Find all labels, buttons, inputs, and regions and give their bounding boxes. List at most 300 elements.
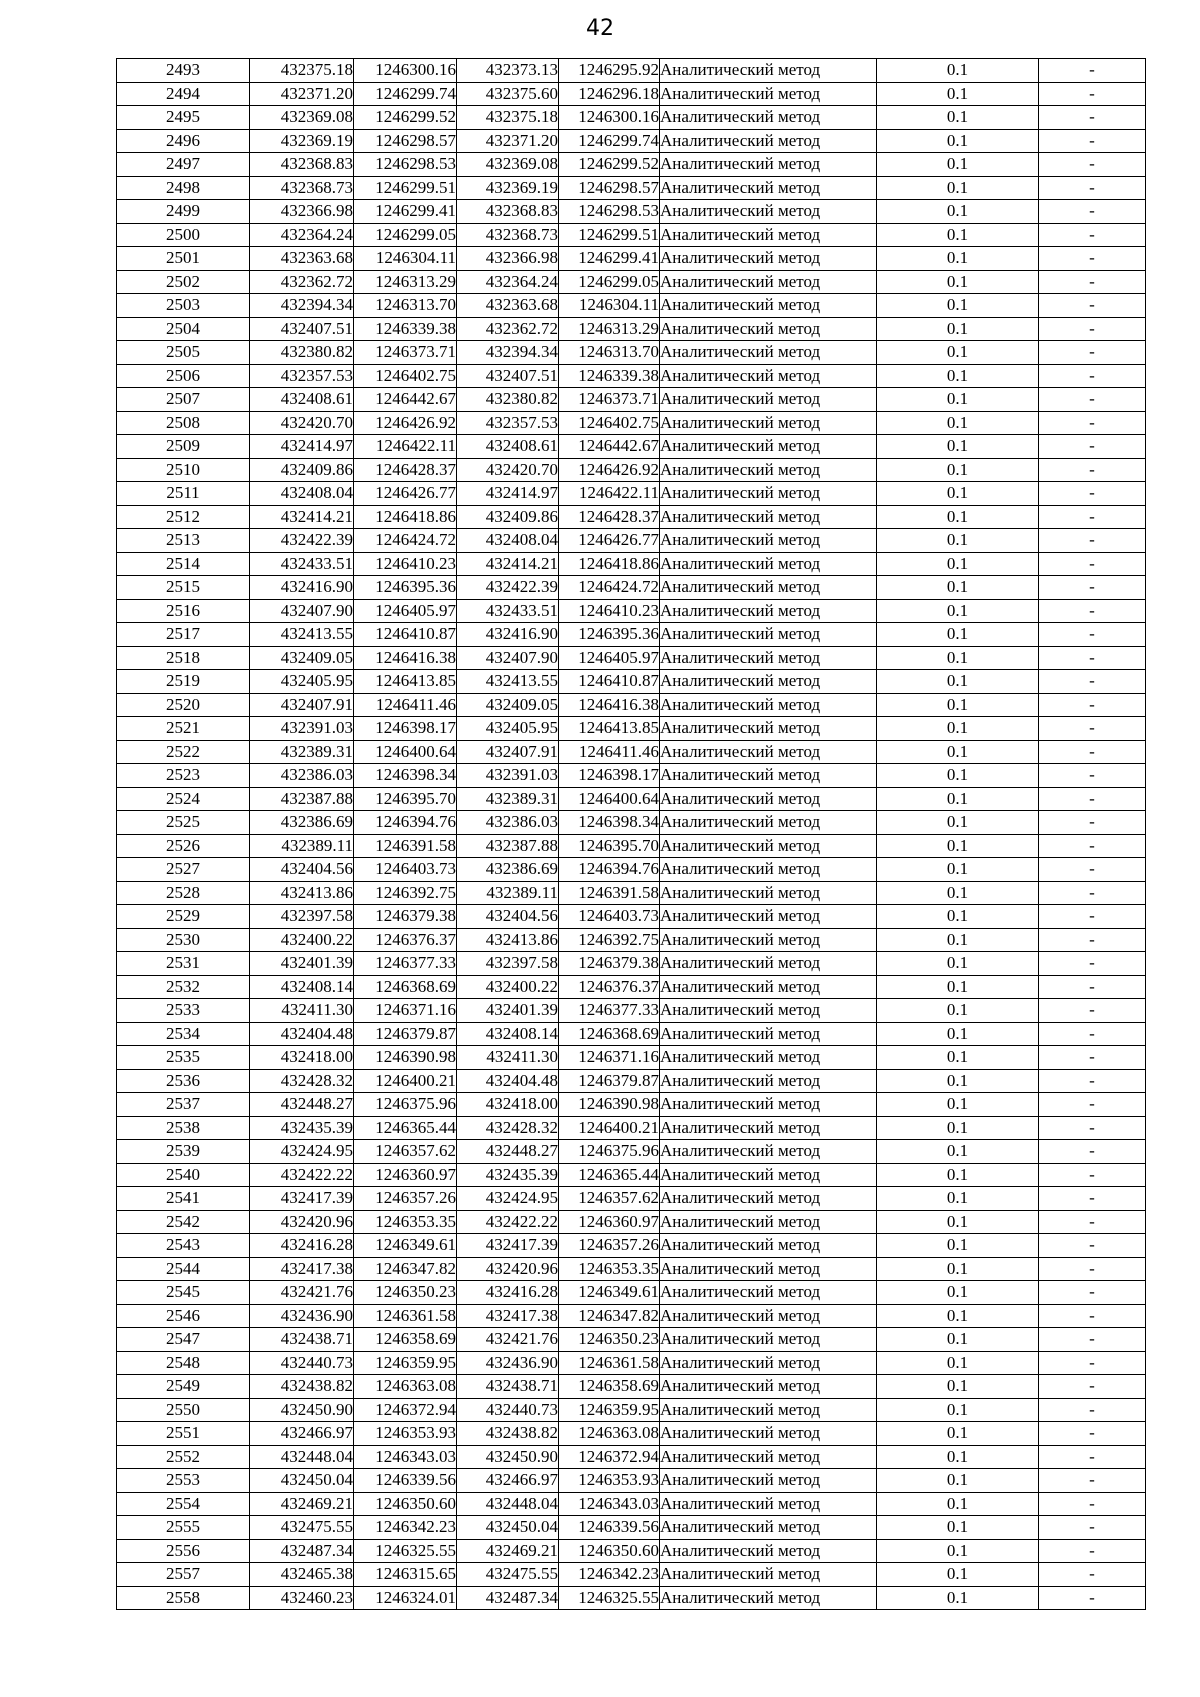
x-coordinate-cell: 432475.55 [250, 1516, 354, 1540]
table-row [117, 599, 1146, 623]
prev-y-coordinate-cell: 1246390.98 [559, 1093, 660, 1117]
note-cell: - [1039, 928, 1146, 952]
note-cell: - [1039, 82, 1146, 106]
point-number-cell: 2517 [117, 623, 250, 647]
accuracy-cell: 0.1 [877, 952, 1039, 976]
y-coordinate-cell: 1246353.35 [354, 1210, 457, 1234]
point-number-cell: 2505 [117, 341, 250, 365]
note-cell: - [1039, 975, 1146, 999]
point-number-cell: 2532 [117, 975, 250, 999]
prev-x-coordinate-cell: 432438.82 [457, 1422, 559, 1446]
point-number-cell: 2553 [117, 1469, 250, 1493]
y-coordinate-cell: 1246304.11 [354, 247, 457, 271]
y-coordinate-cell: 1246313.70 [354, 294, 457, 318]
point-number-cell: 2519 [117, 670, 250, 694]
point-number-cell: 2548 [117, 1351, 250, 1375]
accuracy-cell: 0.1 [877, 482, 1039, 506]
point-number-cell: 2518 [117, 646, 250, 670]
method-cell: Аналитический метод [660, 552, 877, 576]
y-coordinate-cell: 1246400.21 [354, 1069, 457, 1093]
table-row [117, 1257, 1146, 1281]
accuracy-cell: 0.1 [877, 1492, 1039, 1516]
accuracy-cell: 0.1 [877, 576, 1039, 600]
note-cell: - [1039, 1398, 1146, 1422]
x-coordinate-cell: 432400.22 [250, 928, 354, 952]
note-cell: - [1039, 1563, 1146, 1587]
accuracy-cell: 0.1 [877, 1257, 1039, 1281]
note-cell: - [1039, 294, 1146, 318]
point-number-cell: 2502 [117, 270, 250, 294]
point-number-cell: 2520 [117, 693, 250, 717]
y-coordinate-cell: 1246392.75 [354, 881, 457, 905]
y-coordinate-cell: 1246410.23 [354, 552, 457, 576]
prev-y-coordinate-cell: 1246398.34 [559, 811, 660, 835]
accuracy-cell: 0.1 [877, 764, 1039, 788]
y-coordinate-cell: 1246426.92 [354, 411, 457, 435]
table-row [117, 740, 1146, 764]
x-coordinate-cell: 432417.38 [250, 1257, 354, 1281]
y-coordinate-cell: 1246350.23 [354, 1281, 457, 1305]
prev-y-coordinate-cell: 1246398.17 [559, 764, 660, 788]
prev-y-coordinate-cell: 1246413.85 [559, 717, 660, 741]
table-row [117, 1069, 1146, 1093]
method-cell: Аналитический метод [660, 505, 877, 529]
table-row [117, 858, 1146, 882]
note-cell: - [1039, 623, 1146, 647]
prev-x-coordinate-cell: 432408.14 [457, 1022, 559, 1046]
table-body [117, 59, 1146, 1610]
x-coordinate-cell: 432450.04 [250, 1469, 354, 1493]
method-cell: Аналитический метод [660, 623, 877, 647]
x-coordinate-cell: 432418.00 [250, 1046, 354, 1070]
prev-y-coordinate-cell: 1246377.33 [559, 999, 660, 1023]
table-row [117, 1046, 1146, 1070]
x-coordinate-cell: 432448.04 [250, 1445, 354, 1469]
x-coordinate-cell: 432366.98 [250, 200, 354, 224]
accuracy-cell: 0.1 [877, 1187, 1039, 1211]
x-coordinate-cell: 432428.32 [250, 1069, 354, 1093]
prev-x-coordinate-cell: 432407.90 [457, 646, 559, 670]
y-coordinate-cell: 1246395.70 [354, 787, 457, 811]
prev-y-coordinate-cell: 1246371.16 [559, 1046, 660, 1070]
method-cell: Аналитический метод [660, 388, 877, 412]
method-cell: Аналитический метод [660, 1187, 877, 1211]
note-cell: - [1039, 106, 1146, 130]
y-coordinate-cell: 1246372.94 [354, 1398, 457, 1422]
table-row [117, 881, 1146, 905]
accuracy-cell: 0.1 [877, 928, 1039, 952]
method-cell: Аналитический метод [660, 341, 877, 365]
note-cell: - [1039, 317, 1146, 341]
prev-y-coordinate-cell: 1246395.70 [559, 834, 660, 858]
prev-x-coordinate-cell: 432408.61 [457, 435, 559, 459]
prev-y-coordinate-cell: 1246353.35 [559, 1257, 660, 1281]
accuracy-cell: 0.1 [877, 834, 1039, 858]
point-number-cell: 2523 [117, 764, 250, 788]
table-row [117, 1304, 1146, 1328]
method-cell: Аналитический метод [660, 435, 877, 459]
accuracy-cell: 0.1 [877, 1046, 1039, 1070]
point-number-cell: 2537 [117, 1093, 250, 1117]
point-number-cell: 2552 [117, 1445, 250, 1469]
method-cell: Аналитический метод [660, 693, 877, 717]
accuracy-cell: 0.1 [877, 1469, 1039, 1493]
x-coordinate-cell: 432416.90 [250, 576, 354, 600]
accuracy-cell: 0.1 [877, 787, 1039, 811]
y-coordinate-cell: 1246368.69 [354, 975, 457, 999]
point-number-cell: 2547 [117, 1328, 250, 1352]
point-number-cell: 2516 [117, 599, 250, 623]
table-row [117, 529, 1146, 553]
prev-x-coordinate-cell: 432397.58 [457, 952, 559, 976]
page-number: 42 [586, 16, 614, 41]
prev-x-coordinate-cell: 432391.03 [457, 764, 559, 788]
method-cell: Аналитический метод [660, 1563, 877, 1587]
note-cell: - [1039, 223, 1146, 247]
x-coordinate-cell: 432362.72 [250, 270, 354, 294]
prev-x-coordinate-cell: 432428.32 [457, 1116, 559, 1140]
table-row [117, 1469, 1146, 1493]
y-coordinate-cell: 1246398.17 [354, 717, 457, 741]
prev-y-coordinate-cell: 1246350.60 [559, 1539, 660, 1563]
method-cell: Аналитический метод [660, 599, 877, 623]
x-coordinate-cell: 432394.34 [250, 294, 354, 318]
accuracy-cell: 0.1 [877, 975, 1039, 999]
method-cell: Аналитический метод [660, 646, 877, 670]
x-coordinate-cell: 432413.86 [250, 881, 354, 905]
note-cell: - [1039, 1093, 1146, 1117]
table-row [117, 1398, 1146, 1422]
y-coordinate-cell: 1246377.33 [354, 952, 457, 976]
point-number-cell: 2500 [117, 223, 250, 247]
x-coordinate-cell: 432411.30 [250, 999, 354, 1023]
prev-y-coordinate-cell: 1246299.41 [559, 247, 660, 271]
note-cell: - [1039, 858, 1146, 882]
method-cell: Аналитический метод [660, 1116, 877, 1140]
prev-x-coordinate-cell: 432368.83 [457, 200, 559, 224]
y-coordinate-cell: 1246325.55 [354, 1539, 457, 1563]
table-row [117, 1163, 1146, 1187]
note-cell: - [1039, 1328, 1146, 1352]
x-coordinate-cell: 432380.82 [250, 341, 354, 365]
method-cell: Аналитический метод [660, 1445, 877, 1469]
point-number-cell: 2549 [117, 1375, 250, 1399]
table-row [117, 576, 1146, 600]
accuracy-cell: 0.1 [877, 1563, 1039, 1587]
table-row [117, 952, 1146, 976]
prev-x-coordinate-cell: 432408.04 [457, 529, 559, 553]
x-coordinate-cell: 432487.34 [250, 1539, 354, 1563]
table-row [117, 341, 1146, 365]
method-cell: Аналитический метод [660, 905, 877, 929]
point-number-cell: 2550 [117, 1398, 250, 1422]
method-cell: Аналитический метод [660, 834, 877, 858]
prev-x-coordinate-cell: 432469.21 [457, 1539, 559, 1563]
point-number-cell: 2546 [117, 1304, 250, 1328]
accuracy-cell: 0.1 [877, 1375, 1039, 1399]
x-coordinate-cell: 432389.11 [250, 834, 354, 858]
prev-y-coordinate-cell: 1246416.38 [559, 693, 660, 717]
method-cell: Аналитический метод [660, 1422, 877, 1446]
prev-y-coordinate-cell: 1246368.69 [559, 1022, 660, 1046]
prev-y-coordinate-cell: 1246411.46 [559, 740, 660, 764]
note-cell: - [1039, 129, 1146, 153]
y-coordinate-cell: 1246424.72 [354, 529, 457, 553]
prev-x-coordinate-cell: 432400.22 [457, 975, 559, 999]
prev-x-coordinate-cell: 432421.76 [457, 1328, 559, 1352]
y-coordinate-cell: 1246358.69 [354, 1328, 457, 1352]
x-coordinate-cell: 432409.86 [250, 458, 354, 482]
method-cell: Аналитический метод [660, 999, 877, 1023]
note-cell: - [1039, 1422, 1146, 1446]
point-number-cell: 2513 [117, 529, 250, 553]
y-coordinate-cell: 1246343.03 [354, 1445, 457, 1469]
method-cell: Аналитический метод [660, 1093, 877, 1117]
x-coordinate-cell: 432369.19 [250, 129, 354, 153]
accuracy-cell: 0.1 [877, 1022, 1039, 1046]
table-row [117, 1516, 1146, 1540]
table-row [117, 1445, 1146, 1469]
x-coordinate-cell: 432401.39 [250, 952, 354, 976]
note-cell: - [1039, 952, 1146, 976]
prev-x-coordinate-cell: 432450.90 [457, 1445, 559, 1469]
method-cell: Аналитический метод [660, 1046, 877, 1070]
point-number-cell: 2507 [117, 388, 250, 412]
accuracy-cell: 0.1 [877, 811, 1039, 835]
method-cell: Аналитический метод [660, 1375, 877, 1399]
y-coordinate-cell: 1246299.74 [354, 82, 457, 106]
accuracy-cell: 0.1 [877, 693, 1039, 717]
x-coordinate-cell: 432408.61 [250, 388, 354, 412]
prev-x-coordinate-cell: 432369.08 [457, 153, 559, 177]
method-cell: Аналитический метод [660, 1069, 877, 1093]
table-row [117, 1234, 1146, 1258]
method-cell: Аналитический метод [660, 223, 877, 247]
note-cell: - [1039, 1022, 1146, 1046]
accuracy-cell: 0.1 [877, 1093, 1039, 1117]
point-number-cell: 2493 [117, 59, 250, 83]
x-coordinate-cell: 432433.51 [250, 552, 354, 576]
y-coordinate-cell: 1246360.97 [354, 1163, 457, 1187]
prev-y-coordinate-cell: 1246418.86 [559, 552, 660, 576]
x-coordinate-cell: 432409.05 [250, 646, 354, 670]
prev-x-coordinate-cell: 432416.28 [457, 1281, 559, 1305]
x-coordinate-cell: 432466.97 [250, 1422, 354, 1446]
note-cell: - [1039, 1469, 1146, 1493]
note-cell: - [1039, 1257, 1146, 1281]
accuracy-cell: 0.1 [877, 341, 1039, 365]
y-coordinate-cell: 1246313.29 [354, 270, 457, 294]
x-coordinate-cell: 432404.56 [250, 858, 354, 882]
table-row [117, 693, 1146, 717]
point-number-cell: 2508 [117, 411, 250, 435]
note-cell: - [1039, 740, 1146, 764]
table-row [117, 646, 1146, 670]
table-row [117, 623, 1146, 647]
prev-y-coordinate-cell: 1246363.08 [559, 1422, 660, 1446]
prev-y-coordinate-cell: 1246400.64 [559, 787, 660, 811]
y-coordinate-cell: 1246411.46 [354, 693, 457, 717]
point-number-cell: 2540 [117, 1163, 250, 1187]
x-coordinate-cell: 432448.27 [250, 1093, 354, 1117]
prev-y-coordinate-cell: 1246405.97 [559, 646, 660, 670]
y-coordinate-cell: 1246298.53 [354, 153, 457, 177]
x-coordinate-cell: 432369.08 [250, 106, 354, 130]
prev-x-coordinate-cell: 432436.90 [457, 1351, 559, 1375]
x-coordinate-cell: 432408.14 [250, 975, 354, 999]
point-number-cell: 2533 [117, 999, 250, 1023]
x-coordinate-cell: 432363.68 [250, 247, 354, 271]
prev-x-coordinate-cell: 432404.56 [457, 905, 559, 929]
prev-y-coordinate-cell: 1246424.72 [559, 576, 660, 600]
prev-y-coordinate-cell: 1246299.52 [559, 153, 660, 177]
accuracy-cell: 0.1 [877, 529, 1039, 553]
prev-x-coordinate-cell: 432366.98 [457, 247, 559, 271]
point-number-cell: 2524 [117, 787, 250, 811]
prev-x-coordinate-cell: 432369.19 [457, 176, 559, 200]
x-coordinate-cell: 432413.55 [250, 623, 354, 647]
prev-y-coordinate-cell: 1246313.70 [559, 341, 660, 365]
point-number-cell: 2544 [117, 1257, 250, 1281]
method-cell: Аналитический метод [660, 975, 877, 999]
y-coordinate-cell: 1246363.08 [354, 1375, 457, 1399]
table-row [117, 1492, 1146, 1516]
note-cell: - [1039, 1187, 1146, 1211]
prev-y-coordinate-cell: 1246350.23 [559, 1328, 660, 1352]
prev-y-coordinate-cell: 1246422.11 [559, 482, 660, 506]
x-coordinate-cell: 432407.90 [250, 599, 354, 623]
note-cell: - [1039, 834, 1146, 858]
point-number-cell: 2525 [117, 811, 250, 835]
note-cell: - [1039, 1539, 1146, 1563]
accuracy-cell: 0.1 [877, 858, 1039, 882]
accuracy-cell: 0.1 [877, 82, 1039, 106]
prev-x-coordinate-cell: 432417.39 [457, 1234, 559, 1258]
table-row [117, 670, 1146, 694]
table-row [117, 1328, 1146, 1352]
x-coordinate-cell: 432407.91 [250, 693, 354, 717]
prev-y-coordinate-cell: 1246402.75 [559, 411, 660, 435]
table-row [117, 129, 1146, 153]
table-row [117, 176, 1146, 200]
prev-y-coordinate-cell: 1246357.62 [559, 1187, 660, 1211]
prev-y-coordinate-cell: 1246325.55 [559, 1586, 660, 1610]
prev-x-coordinate-cell: 432380.82 [457, 388, 559, 412]
prev-y-coordinate-cell: 1246299.51 [559, 223, 660, 247]
x-coordinate-cell: 432407.51 [250, 317, 354, 341]
method-cell: Аналитический метод [660, 1539, 877, 1563]
prev-x-coordinate-cell: 432362.72 [457, 317, 559, 341]
accuracy-cell: 0.1 [877, 1210, 1039, 1234]
note-cell: - [1039, 1516, 1146, 1540]
accuracy-cell: 0.1 [877, 1586, 1039, 1610]
x-coordinate-cell: 432416.28 [250, 1234, 354, 1258]
y-coordinate-cell: 1246402.75 [354, 364, 457, 388]
method-cell: Аналитический метод [660, 1398, 877, 1422]
prev-y-coordinate-cell: 1246359.95 [559, 1398, 660, 1422]
prev-x-coordinate-cell: 432404.48 [457, 1069, 559, 1093]
prev-y-coordinate-cell: 1246358.69 [559, 1375, 660, 1399]
accuracy-cell: 0.1 [877, 435, 1039, 459]
accuracy-cell: 0.1 [877, 458, 1039, 482]
y-coordinate-cell: 1246390.98 [354, 1046, 457, 1070]
point-number-cell: 2534 [117, 1022, 250, 1046]
method-cell: Аналитический метод [660, 294, 877, 318]
method-cell: Аналитический метод [660, 717, 877, 741]
y-coordinate-cell: 1246357.62 [354, 1140, 457, 1164]
method-cell: Аналитический метод [660, 1234, 877, 1258]
prev-x-coordinate-cell: 432420.70 [457, 458, 559, 482]
accuracy-cell: 0.1 [877, 717, 1039, 741]
point-number-cell: 2539 [117, 1140, 250, 1164]
point-number-cell: 2557 [117, 1563, 250, 1587]
prev-y-coordinate-cell: 1246313.29 [559, 317, 660, 341]
note-cell: - [1039, 153, 1146, 177]
table-row [117, 552, 1146, 576]
note-cell: - [1039, 458, 1146, 482]
point-number-cell: 2531 [117, 952, 250, 976]
point-number-cell: 2512 [117, 505, 250, 529]
prev-x-coordinate-cell: 432413.86 [457, 928, 559, 952]
y-coordinate-cell: 1246400.64 [354, 740, 457, 764]
prev-y-coordinate-cell: 1246295.92 [559, 59, 660, 83]
point-number-cell: 2528 [117, 881, 250, 905]
prev-y-coordinate-cell: 1246394.76 [559, 858, 660, 882]
x-coordinate-cell: 432422.22 [250, 1163, 354, 1187]
y-coordinate-cell: 1246394.76 [354, 811, 457, 835]
prev-y-coordinate-cell: 1246298.57 [559, 176, 660, 200]
prev-x-coordinate-cell: 432409.05 [457, 693, 559, 717]
table-row [117, 223, 1146, 247]
table-row [117, 1281, 1146, 1305]
method-cell: Аналитический метод [660, 1469, 877, 1493]
prev-y-coordinate-cell: 1246300.16 [559, 106, 660, 130]
y-coordinate-cell: 1246299.41 [354, 200, 457, 224]
accuracy-cell: 0.1 [877, 1398, 1039, 1422]
note-cell: - [1039, 59, 1146, 83]
y-coordinate-cell: 1246379.87 [354, 1022, 457, 1046]
accuracy-cell: 0.1 [877, 1445, 1039, 1469]
prev-y-coordinate-cell: 1246426.77 [559, 529, 660, 553]
accuracy-cell: 0.1 [877, 623, 1039, 647]
method-cell: Аналитический метод [660, 670, 877, 694]
y-coordinate-cell: 1246442.67 [354, 388, 457, 412]
accuracy-cell: 0.1 [877, 740, 1039, 764]
method-cell: Аналитический метод [660, 411, 877, 435]
prev-x-coordinate-cell: 432405.95 [457, 717, 559, 741]
method-cell: Аналитический метод [660, 928, 877, 952]
prev-y-coordinate-cell: 1246296.18 [559, 82, 660, 106]
method-cell: Аналитический метод [660, 740, 877, 764]
y-coordinate-cell: 1246416.38 [354, 646, 457, 670]
y-coordinate-cell: 1246410.87 [354, 623, 457, 647]
x-coordinate-cell: 432414.97 [250, 435, 354, 459]
note-cell: - [1039, 247, 1146, 271]
accuracy-cell: 0.1 [877, 1069, 1039, 1093]
y-coordinate-cell: 1246298.57 [354, 129, 457, 153]
table-row [117, 153, 1146, 177]
accuracy-cell: 0.1 [877, 999, 1039, 1023]
x-coordinate-cell: 432438.82 [250, 1375, 354, 1399]
prev-y-coordinate-cell: 1246426.92 [559, 458, 660, 482]
prev-x-coordinate-cell: 432450.04 [457, 1516, 559, 1540]
point-number-cell: 2538 [117, 1116, 250, 1140]
table-row [117, 482, 1146, 506]
table-row [117, 270, 1146, 294]
method-cell: Аналитический метод [660, 153, 877, 177]
point-number-cell: 2522 [117, 740, 250, 764]
y-coordinate-cell: 1246342.23 [354, 1516, 457, 1540]
